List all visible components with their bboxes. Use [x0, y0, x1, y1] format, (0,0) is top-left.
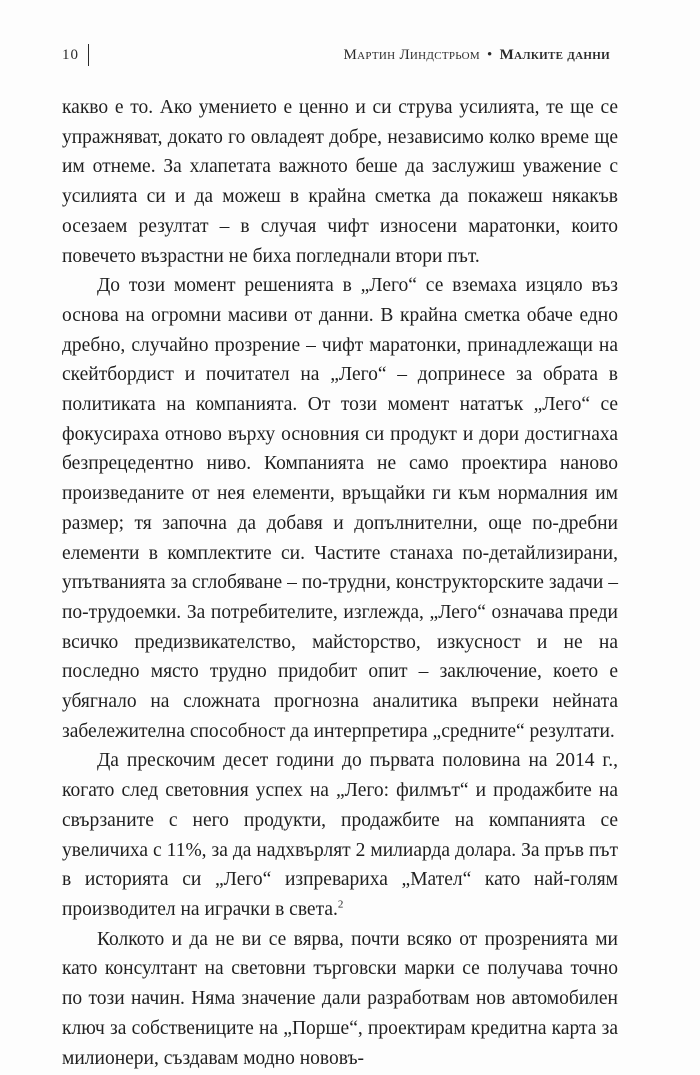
page-number: 10 [62, 47, 79, 63]
author-name: Мартин Линдстрьом [343, 47, 480, 63]
running-head-title [343, 47, 610, 64]
running-head [62, 47, 610, 71]
folio-divider [88, 44, 89, 66]
book-title: Малките данни [499, 47, 610, 63]
body-text [62, 93, 618, 1073]
paragraph-1: какво е то. Ако умението е ценно и си струва усилията, те ще се упражняват, докато го овладеят добре, независимо колко време ще им отнеме. За хлапетата важното беше да заслужиш уважение с усилията си и да можеш в крайна сметка да покажеш някакъв осезаем резултат – в случая чифт износени маратонки, които повечето възрастни не биха погледнали втори път. [62, 97, 618, 267]
paragraph-2: До този момент решенията в „Лего“ се вземаха изцяло въз основа на огромни масиви от данни. В крайна сметка обаче едно дребно, случайно прозрение – чифт маратонки, принадлежащи на скейтбордист и почитател на „Лего“ – допринесе за обрата в политиката на компанията. От този момент нататък „Лего“ се фокусираха отново върху основния си продукт и дори достигнаха безпрецедентно ниво. Компанията не само проектира наново произведаните от нея елементи, връщайки ги към нормалния им размер; тя започна да добавя и допълнителни, още по-дребни елементи в комплектите си. Частите станаха по-детайлизирани, упътванията за сглобяване – по-трудни, конструкторските задачи – по-трудоемки. За потребителите, изглежда, „Лего“ означава преди всичко предизвикателство, майсторство, изкусност и не на последно място трудно придобит опит – заключение, което е убягнало на сложната прогнозна аналитика въпреки нейната забележителна способност да интерпретира „средните“ резултати. [62, 275, 618, 742]
paragraph-3-text: Да прескочим десет години до първата половина на 2014 г., когато след световния успех на „Лего: филмът“ и продажбите на свързаните с него продукти, продажбите на компанията се увеличиха с 11%, за да надхвърлят 2 милиарда долара. За пръв път в историята си „Лего“ изпревариха „Мател“ като най-голям производител на играчки в света. [62, 750, 618, 920]
paragraph-4: Колкото и да не ви се вярва, почти всяко от прозренията ми като консултант на световни търговски марки се получава точно по този начин. Няма значение дали разработвам нов автомобилен ключ за собствениците на „Порше“, проектирам кредитна карта за милионери, създавам модно нововъ- [62, 928, 618, 1069]
header-separator: • [487, 47, 493, 63]
footnote-reference: 2 [337, 898, 344, 911]
paragraph-3 [62, 746, 618, 924]
